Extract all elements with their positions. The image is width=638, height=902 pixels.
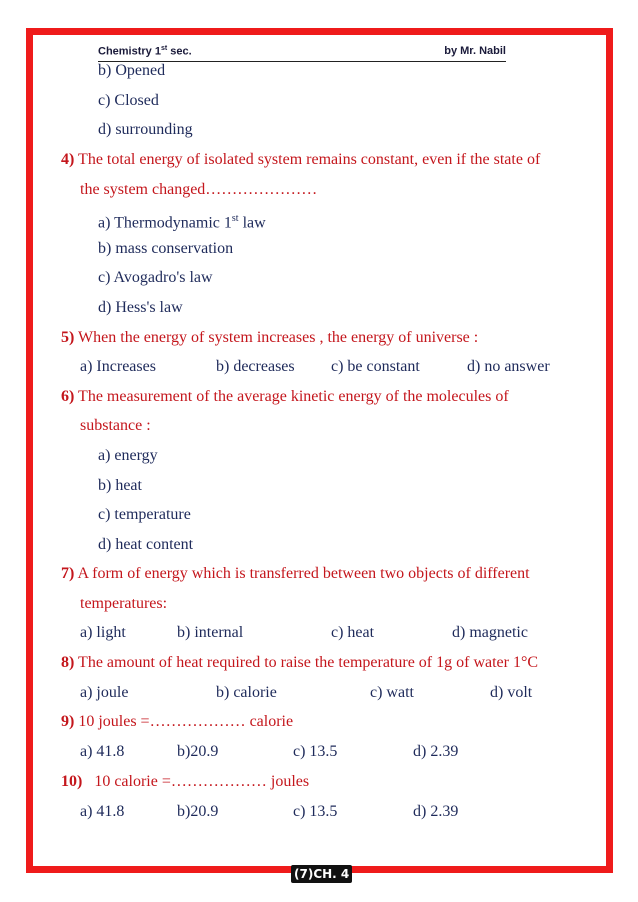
q9-option-c: c) 13.5 <box>293 743 338 760</box>
page-header <box>98 43 506 62</box>
header-course <box>98 45 192 58</box>
q8-text: The amount of heat required to raise the temperature of 1g of water 1°C <box>78 654 539 671</box>
q7-number: 7) <box>61 565 75 582</box>
q9-text: 10 joules =……………… calorie <box>78 713 294 730</box>
q5-option-a: a) Increases <box>80 358 156 375</box>
q7-text-2: temperatures: <box>80 595 168 612</box>
q9-line-1 <box>61 712 293 732</box>
q3-option-d: d) surrounding <box>98 121 193 138</box>
q4-option-a <box>98 209 266 233</box>
q5-option-c: c) be constant <box>331 358 420 375</box>
q7-option-c: c) heat <box>331 624 375 641</box>
q6-text-2: substance : <box>80 417 151 434</box>
q8-option-d: d) volt <box>490 684 533 701</box>
q8-option-b: b) calorie <box>216 684 277 701</box>
q6-line-1 <box>61 387 509 407</box>
q8-option-c: c) watt <box>370 684 414 701</box>
q10-text: 10 calorie =……………… joules <box>94 773 310 790</box>
q7-option-a: a) light <box>80 624 126 641</box>
q10-number: 10) <box>61 773 83 790</box>
q7-option-b: b) internal <box>177 624 244 641</box>
q4-option-c: c) Avogadro's law <box>98 269 213 286</box>
q10-option-c: c) 13.5 <box>293 803 338 820</box>
q6-option-c: c) temperature <box>98 506 191 523</box>
q6-option-b: b) heat <box>98 477 142 494</box>
header-course-sup: st <box>160 45 168 52</box>
q7-option-d: d) magnetic <box>452 624 528 641</box>
q4-text-2: the system changed………………… <box>80 181 318 198</box>
q7-line-1 <box>61 564 530 584</box>
header-course-main: Chemistry 1 <box>98 45 161 58</box>
q4-option-a-main: a) Thermodynamic 1 <box>98 214 232 232</box>
q7-text-1: A form of energy which is transferred between two objects of different <box>77 565 530 582</box>
q4-option-a-sup: st <box>231 213 239 224</box>
q3-option-c: c) Closed <box>98 92 159 109</box>
q4-text-1: The total energy of isolated system remains constant, even if the state of <box>78 151 541 168</box>
q9-option-b: b)20.9 <box>177 743 219 760</box>
header-author: by Mr. Nabil <box>444 45 506 57</box>
q5-text: When the energy of system increases , the energy of universe : <box>78 329 479 346</box>
q5-line-1 <box>61 328 478 348</box>
q9-option-d: d) 2.39 <box>413 743 459 760</box>
q3-option-b: b) Opened <box>98 62 166 79</box>
q6-text-1: The measurement of the average kinetic energy of the molecules of <box>78 388 509 405</box>
q6-option-a: a) energy <box>98 447 158 464</box>
q4-number: 4) <box>61 151 75 168</box>
q5-option-b: b) decreases <box>216 358 295 375</box>
q4-line-1 <box>61 150 540 170</box>
q10-option-a: a) 41.8 <box>80 803 125 820</box>
q8-line-1 <box>61 653 538 673</box>
q8-number: 8) <box>61 654 75 671</box>
q10-option-b: b)20.9 <box>177 803 219 820</box>
q6-option-d: d) heat content <box>98 536 194 553</box>
q9-number: 9) <box>61 713 75 730</box>
q8-option-a: a) joule <box>80 684 129 701</box>
q10-line-1 <box>61 772 309 792</box>
q4-option-d: d) Hess's law <box>98 299 183 316</box>
q5-option-d: d) no answer <box>467 358 550 375</box>
q10-option-d: d) 2.39 <box>413 803 459 820</box>
q4-option-a-tail: law <box>238 214 266 232</box>
page-number-badge: (7)CH. 4 <box>291 865 352 883</box>
header-course-tail: sec. <box>167 45 192 58</box>
q4-option-b: b) mass conservation <box>98 240 234 257</box>
q6-number: 6) <box>61 388 75 405</box>
q9-option-a: a) 41.8 <box>80 743 125 760</box>
q5-number: 5) <box>61 329 75 346</box>
